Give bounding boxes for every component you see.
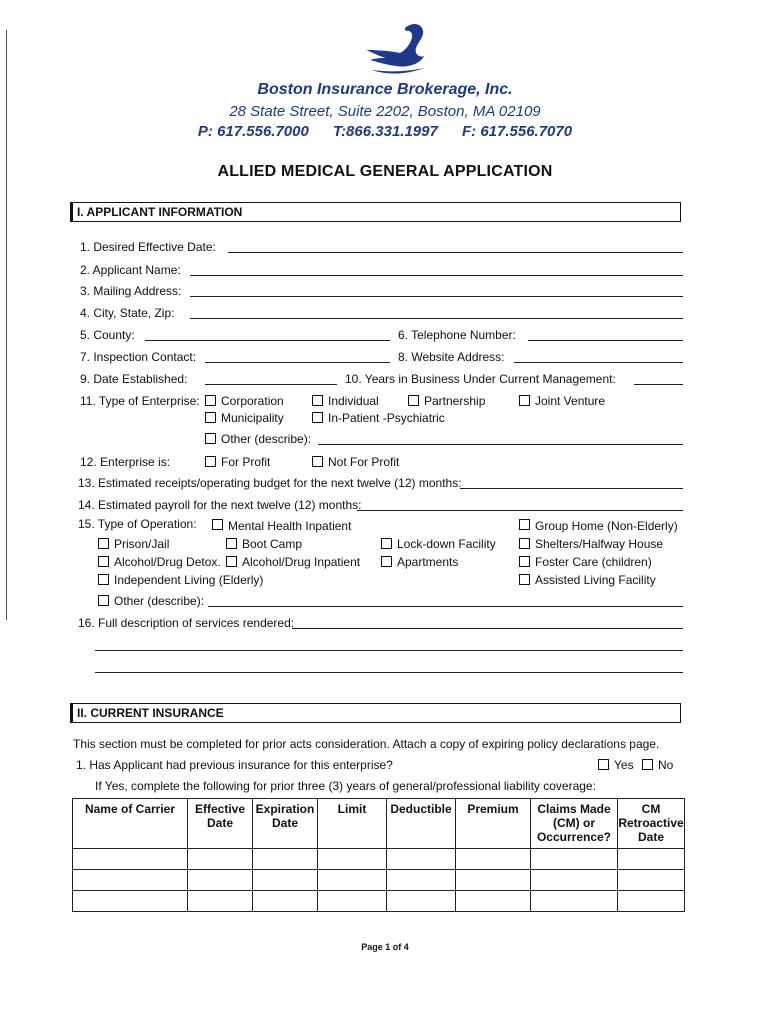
insurance-intro: This section must be completed for prior acts consideration. Attach a copy of expiring policy declarations page. [73, 737, 660, 751]
mailing-address-field[interactable] [190, 296, 683, 297]
q4-label: 4. City, State, Zip: [80, 306, 175, 320]
q14-label: 14. Estimated payroll for the next twelve (12) months: [78, 498, 362, 512]
col-limit: Limit [318, 799, 387, 849]
yes-checkbox[interactable] [598, 759, 609, 770]
mental-health-checkbox[interactable] [212, 519, 223, 530]
municipality-label: Municipality [221, 411, 284, 425]
table-cell[interactable] [318, 870, 387, 891]
partnership-checkbox[interactable] [408, 395, 419, 406]
inspection-contact-field[interactable] [205, 362, 390, 363]
table-cell[interactable] [188, 849, 253, 870]
enterprise-other-checkbox[interactable] [205, 433, 216, 444]
joint-venture-label: Joint Venture [535, 394, 606, 408]
section-label: I. APPLICANT INFORMATION [77, 205, 243, 219]
q1-label: 1. Desired Effective Date: [80, 240, 216, 254]
table-cell[interactable] [618, 891, 685, 912]
services-description-line-2[interactable] [95, 650, 683, 651]
payroll-field[interactable] [357, 510, 683, 511]
services-description-field[interactable] [292, 628, 683, 629]
operation-other-checkbox[interactable] [98, 595, 109, 606]
individual-label: Individual [328, 394, 379, 408]
inpatient-psychiatric-checkbox[interactable] [312, 412, 323, 423]
services-description-line-3[interactable] [95, 672, 683, 673]
q13-label: 13. Estimated receipts/operating budget for the next twelve (12) months: [78, 476, 462, 490]
table-row [73, 849, 685, 870]
effective-date-field[interactable] [228, 252, 683, 253]
individual-checkbox[interactable] [312, 395, 323, 406]
no-label: No [658, 758, 674, 772]
table-cell[interactable] [387, 870, 456, 891]
drug-inpatient-label: Alcohol/Drug Inpatient [242, 555, 361, 569]
municipality-checkbox[interactable] [205, 412, 216, 423]
website-field[interactable] [514, 362, 683, 363]
not-for-profit-label: Not For Profit [328, 455, 400, 469]
partnership-label: Partnership [424, 394, 486, 408]
table-cell[interactable] [253, 870, 318, 891]
page-number: Page 1 of 4 [361, 942, 409, 952]
apartments-checkbox[interactable] [381, 556, 392, 567]
company-contact [0, 123, 770, 140]
q15-label: 15. Type of Operation: [78, 517, 197, 531]
table-cell[interactable] [456, 849, 531, 870]
table-header-row [73, 799, 685, 849]
table-cell[interactable] [318, 849, 387, 870]
for-profit-checkbox[interactable] [205, 456, 216, 467]
table-cell[interactable] [456, 891, 531, 912]
group-home-checkbox[interactable] [519, 519, 530, 530]
col-cm-retroactive: CM Retroactive Date [618, 799, 685, 849]
section-header-insurance [70, 703, 681, 723]
table-row [73, 870, 685, 891]
table-row [73, 891, 685, 912]
q8-label: 8. Website Address: [398, 350, 505, 364]
q3-label: 3. Mailing Address: [80, 284, 182, 298]
assisted-living-checkbox[interactable] [519, 574, 530, 585]
tollfree-number: T:866.331.1997 [333, 123, 438, 140]
corporation-checkbox[interactable] [205, 395, 216, 406]
assisted-living-label: Assisted Living Facility [535, 573, 656, 587]
detox-label: Alcohol/Drug Detox. [114, 555, 221, 569]
q6-label: 6. Telephone Number: [398, 328, 516, 342]
q2-label: 2. Applicant Name: [80, 263, 181, 277]
drug-inpatient-checkbox[interactable] [226, 556, 237, 567]
table-cell[interactable] [531, 891, 618, 912]
boot-camp-checkbox[interactable] [226, 538, 237, 549]
q12-label: 12. Enterprise is: [80, 455, 171, 469]
mental-health-label: Mental Health Inpatient [228, 519, 352, 533]
col-expiration-date: Expiration Date [253, 799, 318, 849]
shelters-label: Shelters/Halfway House [535, 537, 664, 551]
table-cell[interactable] [387, 849, 456, 870]
shelters-checkbox[interactable] [519, 538, 530, 549]
previous-insurance-question: 1. Has Applicant had previous insurance for this enterprise? [76, 758, 393, 772]
table-cell[interactable] [73, 891, 188, 912]
foster-care-label: Foster Care (children) [535, 555, 652, 569]
yes-label: Yes [614, 758, 634, 772]
table-cell[interactable] [456, 870, 531, 891]
table-cell[interactable] [188, 870, 253, 891]
enterprise-other-field[interactable] [318, 444, 683, 445]
table-cell[interactable] [531, 870, 618, 891]
apartments-label: Apartments [397, 555, 459, 569]
table-cell[interactable] [318, 891, 387, 912]
company-address: 28 State Street, Suite 2202, Boston, MA 02109 [229, 103, 541, 120]
document-title: ALLIED MEDICAL GENERAL APPLICATION [217, 163, 553, 180]
section-label: II. CURRENT INSURANCE [77, 706, 224, 720]
telephone-field[interactable] [528, 340, 683, 341]
prior-coverage-table [72, 798, 685, 912]
operation-other-label: Other (describe): [114, 594, 205, 608]
joint-venture-checkbox[interactable] [519, 395, 530, 406]
previous-insurance-note: If Yes, complete the following for prior three (3) years of general/professional liability coverage: [95, 779, 596, 793]
table-cell[interactable] [253, 891, 318, 912]
col-effective-date: Effective Date [188, 799, 253, 849]
prison-jail-checkbox[interactable] [98, 538, 109, 549]
company-name: Boston Insurance Brokerage, Inc. [257, 81, 513, 98]
q9-label: 9. Date Established: [80, 372, 188, 386]
receipts-budget-field[interactable] [460, 488, 683, 489]
boot-camp-label: Boot Camp [242, 537, 303, 551]
inpatient-psychiatric-label: In-Patient -Psychiatric [328, 411, 445, 425]
q16-label: 16. Full description of services rendered: [78, 616, 295, 630]
enterprise-other-label: Other (describe): [221, 432, 312, 446]
table-cell[interactable] [73, 849, 188, 870]
table-cell[interactable] [387, 891, 456, 912]
not-for-profit-checkbox[interactable] [312, 456, 323, 467]
q10-label: 10. Years in Business Under Current Management: [345, 372, 616, 386]
table-cell[interactable] [73, 870, 188, 891]
phone-number: P: 617.556.7000 [197, 123, 309, 140]
table-cell[interactable] [618, 849, 685, 870]
foster-care-checkbox[interactable] [519, 556, 530, 567]
prison-jail-label: Prison/Jail [114, 537, 170, 551]
table-cell[interactable] [618, 870, 685, 891]
col-claims-made: Claims Made (CM) or Occurrence? [531, 799, 618, 849]
no-checkbox[interactable] [642, 759, 653, 770]
corporation-label: Corporation [221, 394, 284, 408]
group-home-label: Group Home (Non-Elderly) [535, 519, 678, 533]
for-profit-label: For Profit [221, 455, 271, 469]
q5-label: 5. County: [80, 328, 135, 342]
years-in-business-field[interactable] [634, 384, 683, 385]
city-state-zip-field[interactable] [190, 318, 683, 319]
table-cell[interactable] [531, 849, 618, 870]
table-cell[interactable] [188, 891, 253, 912]
independent-living-label: Independent Living (Elderly) [114, 573, 264, 587]
operation-other-field[interactable] [208, 606, 683, 607]
q11-label: 11. Type of Enterprise: [80, 394, 200, 408]
independent-living-checkbox[interactable] [98, 574, 109, 585]
lockdown-checkbox[interactable] [381, 538, 392, 549]
col-carrier: Name of Carrier [73, 799, 188, 849]
section-header-applicant [70, 202, 681, 222]
q7-label: 7. Inspection Contact: [80, 350, 197, 364]
col-deductible: Deductible [387, 799, 456, 849]
county-field[interactable] [145, 340, 390, 341]
applicant-name-field[interactable] [190, 275, 683, 276]
swan-logo-icon [356, 20, 436, 76]
table-cell[interactable] [253, 849, 318, 870]
lockdown-label: Lock-down Facility [397, 537, 496, 551]
date-established-field[interactable] [205, 384, 337, 385]
fax-number: F: 617.556.7070 [462, 123, 573, 140]
detox-checkbox[interactable] [98, 556, 109, 567]
col-premium: Premium [456, 799, 531, 849]
